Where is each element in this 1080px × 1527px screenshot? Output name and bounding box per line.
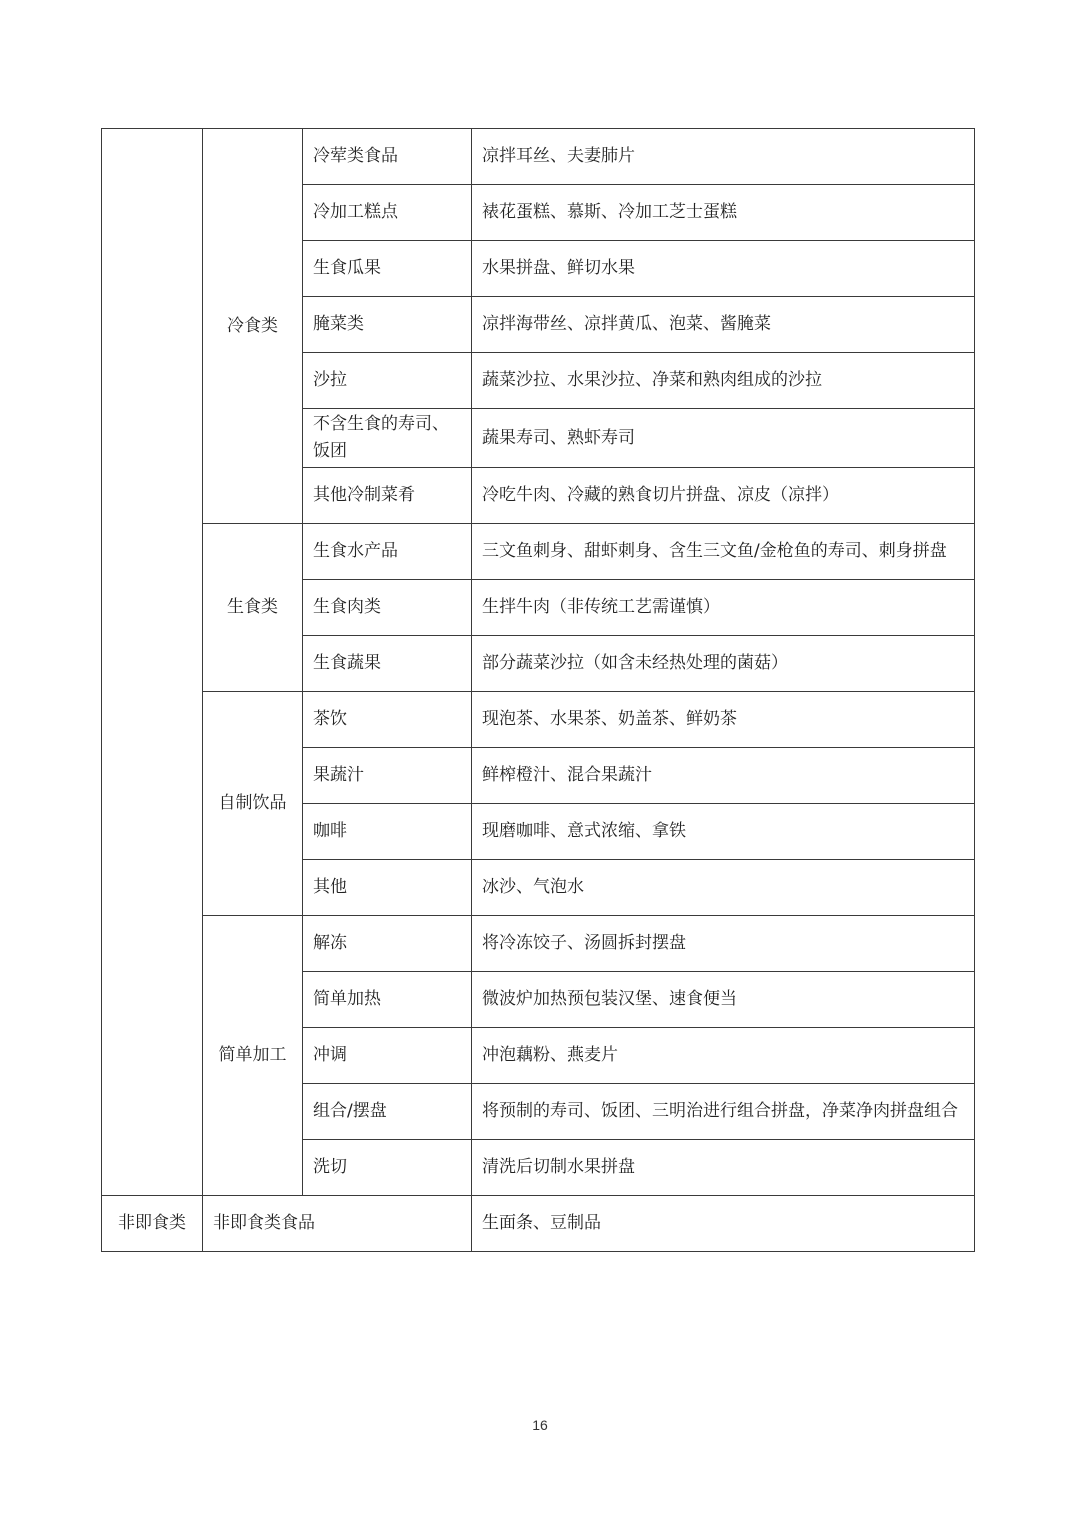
subcategory-cell: 自制饮品	[203, 692, 303, 916]
item-examples-cell: 将预制的寿司、饭团、三明治进行组合拼盘，净菜净肉拼盘组合	[472, 1084, 975, 1140]
table-row	[102, 1196, 975, 1252]
item-examples-cell: 冲泡藕粉、燕麦片	[472, 1028, 975, 1084]
item-examples-cell: 生拌牛肉（非传统工艺需谨慎）	[472, 580, 975, 636]
table-row	[102, 524, 975, 580]
item-name-cell: 解冻	[303, 916, 472, 972]
item-name-cell: 组合/摆盘	[303, 1084, 472, 1140]
item-name-cell: 冷荤类食品	[303, 129, 472, 185]
subcategory-cell: 简单加工	[203, 916, 303, 1196]
subcategory-cell: 生食类	[203, 524, 303, 692]
item-examples-cell: 蔬果寿司、熟虾寿司	[472, 409, 975, 468]
item-name-cell: 冲调	[303, 1028, 472, 1084]
item-name-cell: 非即食类食品	[203, 1196, 472, 1252]
item-name-cell: 沙拉	[303, 353, 472, 409]
page-number: 16	[532, 1417, 548, 1433]
item-name-cell: 生食蔬果	[303, 636, 472, 692]
item-examples-cell: 凉拌海带丝、凉拌黄瓜、泡菜、酱腌菜	[472, 297, 975, 353]
item-name-cell: 其他冷制菜肴	[303, 468, 472, 524]
item-name-cell: 茶饮	[303, 692, 472, 748]
item-examples-cell: 冷吃牛肉、冷藏的熟食切片拼盘、凉皮（凉拌）	[472, 468, 975, 524]
item-examples-cell: 部分蔬菜沙拉（如含未经热处理的菌菇）	[472, 636, 975, 692]
table-row	[102, 916, 975, 972]
item-name-cell: 果蔬汁	[303, 748, 472, 804]
item-name-cell: 不含生食的寿司、饭团	[303, 409, 472, 468]
table-body	[102, 129, 975, 1252]
item-name-cell: 其他	[303, 860, 472, 916]
item-examples-cell: 微波炉加热预包装汉堡、速食便当	[472, 972, 975, 1028]
subcategory-cell: 冷食类	[203, 129, 303, 524]
item-name-cell: 生食水产品	[303, 524, 472, 580]
item-name-cell: 腌菜类	[303, 297, 472, 353]
item-name-cell: 冷加工糕点	[303, 185, 472, 241]
item-examples-cell: 三文鱼刺身、甜虾刺身、含生三文鱼/金枪鱼的寿司、刺身拼盘	[472, 524, 975, 580]
item-examples-cell: 生面条、豆制品	[472, 1196, 975, 1252]
item-examples-cell: 现泡茶、水果茶、奶盖茶、鲜奶茶	[472, 692, 975, 748]
table-row	[102, 692, 975, 748]
item-examples-cell: 裱花蛋糕、慕斯、冷加工芝士蛋糕	[472, 185, 975, 241]
item-name-cell: 洗切	[303, 1140, 472, 1196]
item-name-cell: 生食瓜果	[303, 241, 472, 297]
item-name-cell: 简单加热	[303, 972, 472, 1028]
item-examples-cell: 将冷冻饺子、汤圆拆封摆盘	[472, 916, 975, 972]
category-cell: 非即食类	[102, 1196, 203, 1252]
table-row	[102, 129, 975, 185]
item-examples-cell: 凉拌耳丝、夫妻肺片	[472, 129, 975, 185]
item-name-cell: 生食肉类	[303, 580, 472, 636]
food-category-table	[101, 128, 975, 1252]
item-examples-cell: 水果拼盘、鲜切水果	[472, 241, 975, 297]
item-examples-cell: 冰沙、气泡水	[472, 860, 975, 916]
item-examples-cell: 清洗后切制水果拼盘	[472, 1140, 975, 1196]
item-examples-cell: 鲜榨橙汁、混合果蔬汁	[472, 748, 975, 804]
item-name-cell: 咖啡	[303, 804, 472, 860]
item-examples-cell: 蔬菜沙拉、水果沙拉、净菜和熟肉组成的沙拉	[472, 353, 975, 409]
item-examples-cell: 现磨咖啡、意式浓缩、拿铁	[472, 804, 975, 860]
category-cell	[102, 129, 203, 1196]
